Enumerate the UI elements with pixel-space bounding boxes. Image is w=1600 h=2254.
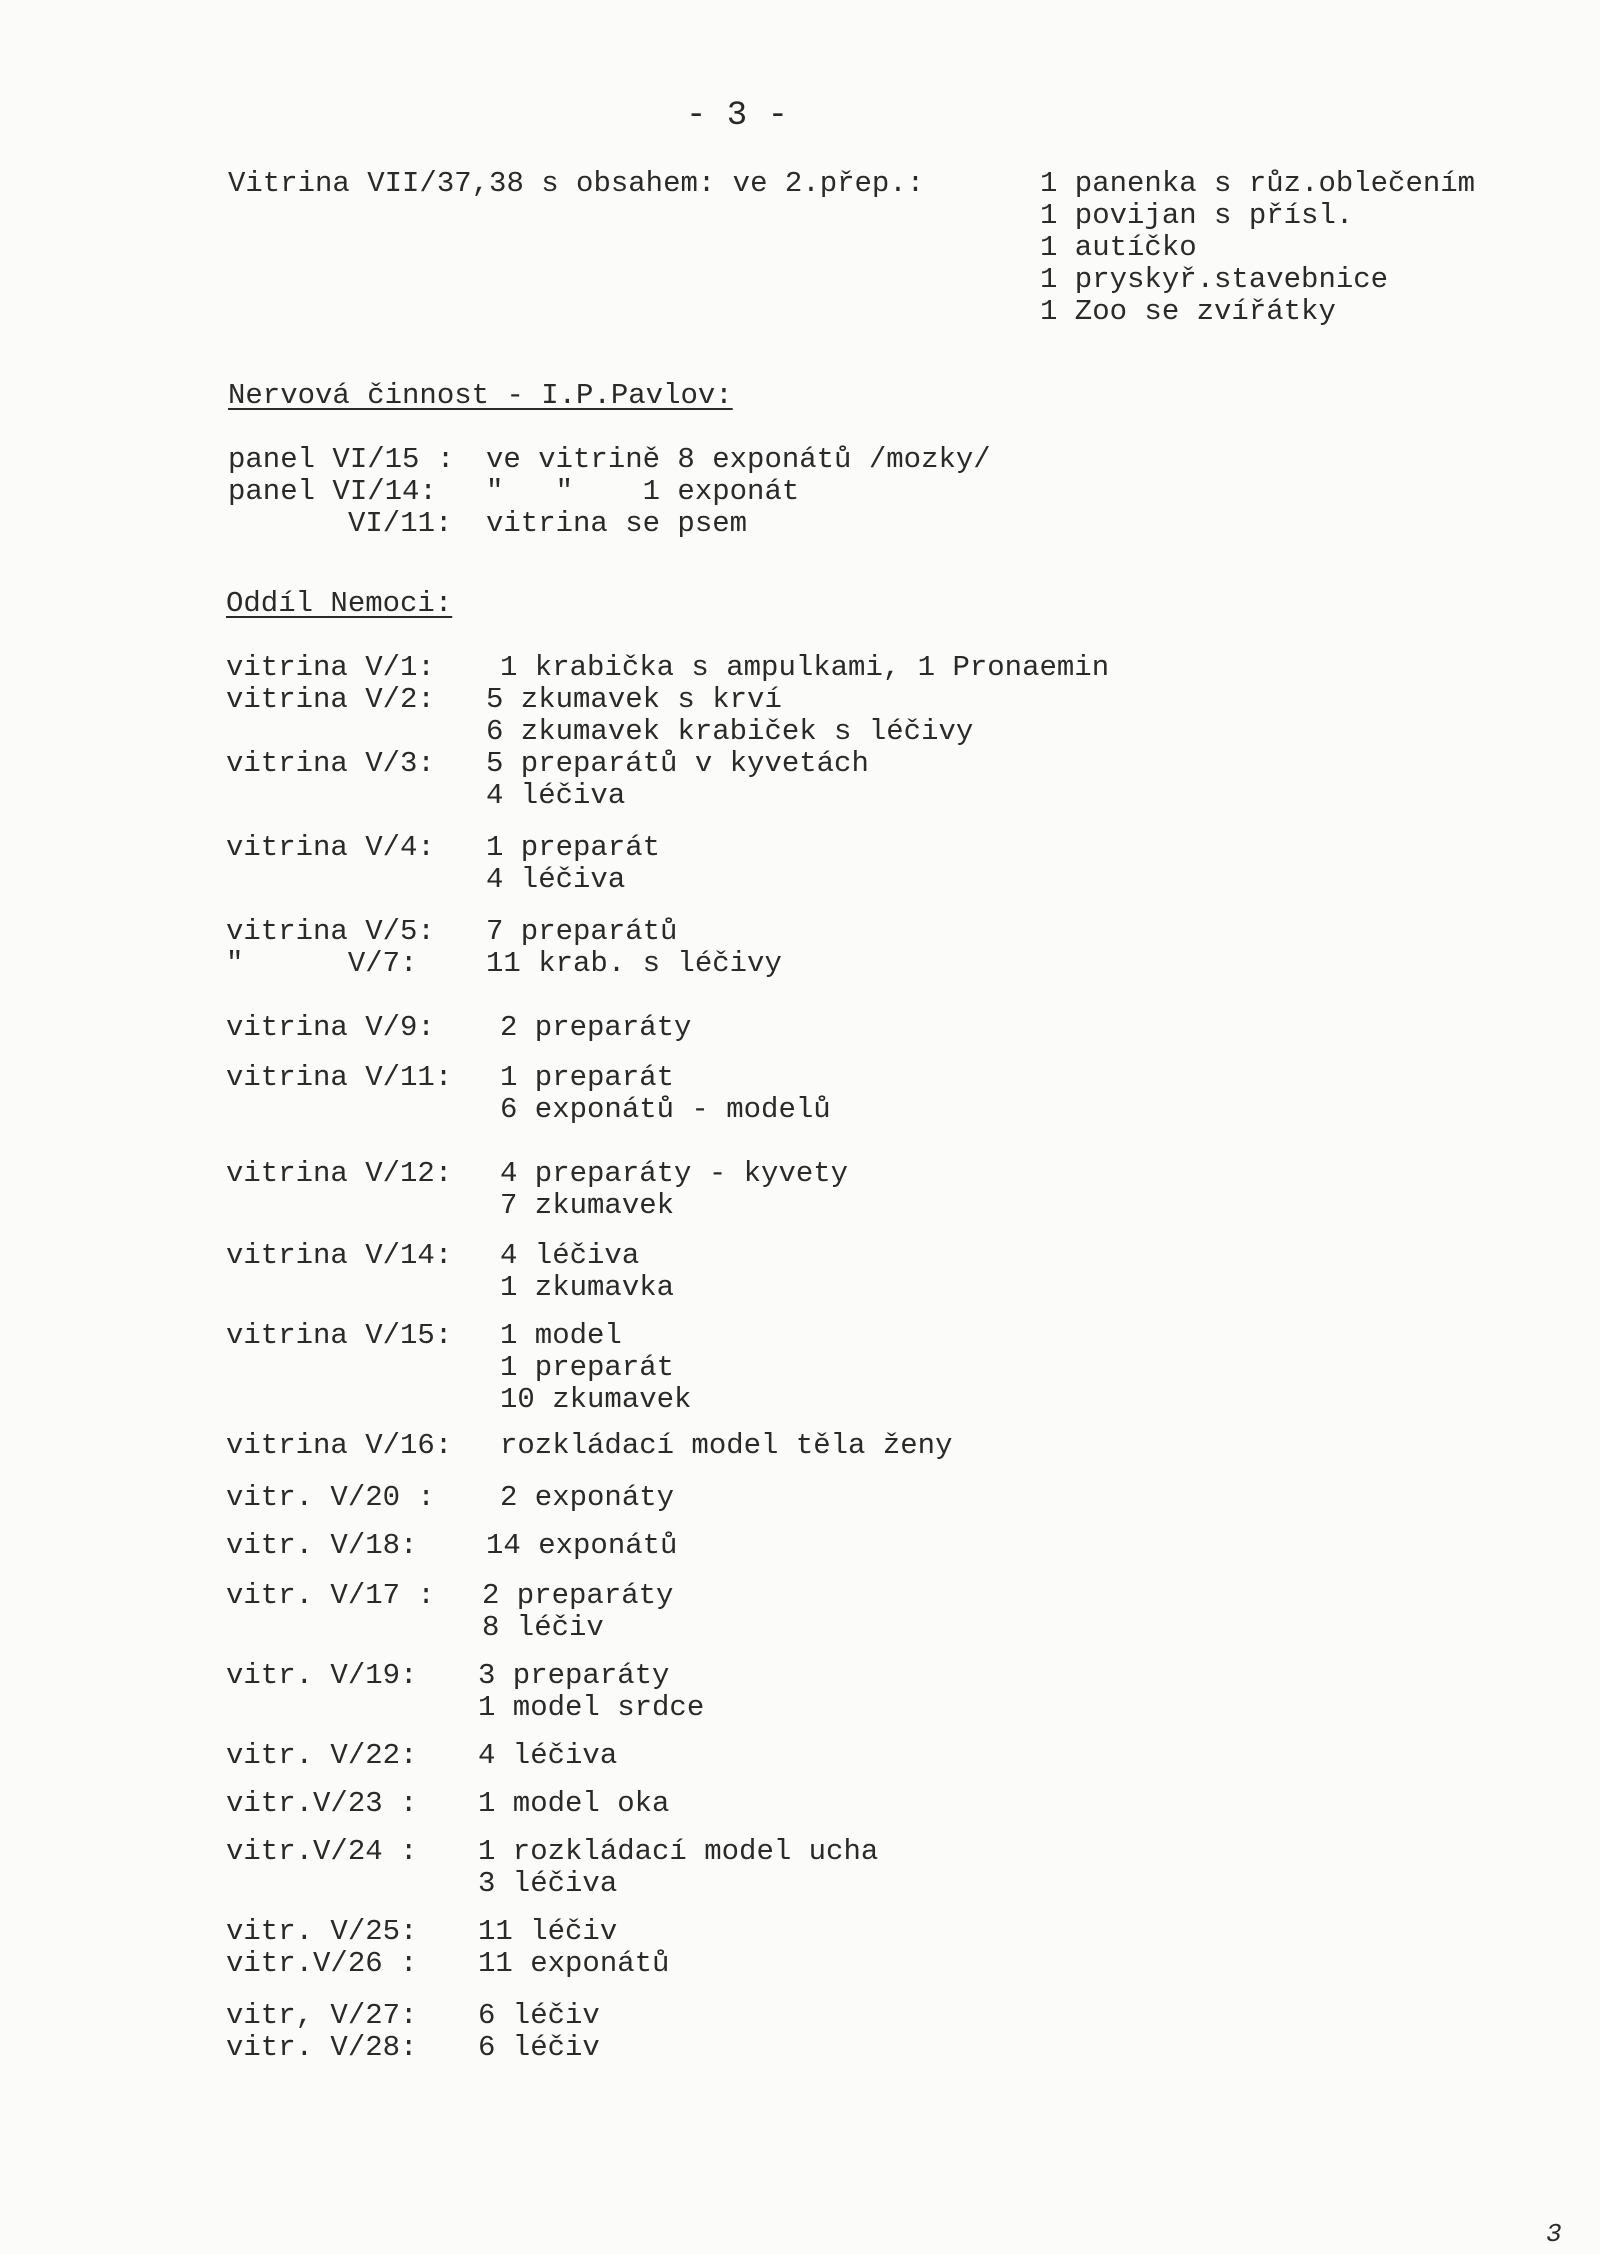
- showcase-label: vitr.V/26 :: [226, 1947, 418, 1980]
- showcase-item: 6 léčiv: [478, 2031, 600, 2064]
- showcase-item: 11 exponátů: [478, 1947, 670, 1980]
- showcase-item: 1 krabička s ampulkami, 1 Pronaemin: [500, 651, 1110, 684]
- showcase-label: vitr. V/20 :: [226, 1481, 435, 1514]
- showcase-label: vitr. V/22:: [226, 1739, 418, 1772]
- showcase-label: vitrina V/16:: [226, 1429, 453, 1462]
- toys-item: 1 pryskyř.stavebnice: [1040, 263, 1389, 296]
- showcase-item: 11 léčiv: [478, 1915, 618, 1948]
- showcase-label: vitr. V/18:: [226, 1529, 418, 1562]
- showcase-label: vitr. V/25:: [226, 1915, 418, 1948]
- showcase-label: vitrina V/4:: [226, 831, 435, 864]
- showcase-item: 7 preparátů: [486, 915, 678, 948]
- showcase-item: 6 exponátů - modelů: [500, 1093, 831, 1126]
- showcase-item: 6 zkumavek krabiček s léčivy: [486, 715, 974, 748]
- showcase-label: vitrina V/3:: [226, 747, 435, 780]
- showcase-label: vitr, V/27:: [226, 1999, 418, 2032]
- nervous-row-label: panel VI/14:: [228, 475, 437, 508]
- nervous-row-label: panel VI/15 :: [228, 443, 455, 476]
- showcase-item: 7 zkumavek: [500, 1189, 675, 1222]
- nervous-row-value: ve vitrině 8 exponátů /mozky/: [486, 443, 991, 476]
- showcase-label: vitrina V/2:: [226, 683, 435, 716]
- toys-item: 1 povijan s přísl.: [1040, 199, 1354, 232]
- showcase-label: vitrina V/9:: [226, 1011, 435, 1044]
- nervous-row-label: VI/11:: [348, 507, 453, 540]
- showcase-item: 3 léčiva: [478, 1867, 618, 1900]
- showcase-item: 4 léčiva: [500, 1239, 640, 1272]
- showcase-label: vitrina V/5:: [226, 915, 435, 948]
- toys-item: 1 Zoo se zvířátky: [1040, 295, 1336, 328]
- nervous-row-value: " " 1 exponát: [486, 475, 800, 508]
- showcase-item: 4 léčiva: [478, 1739, 618, 1772]
- showcase-item: 1 model srdce: [478, 1691, 705, 1724]
- showcase-item: 10 zkumavek: [500, 1383, 692, 1416]
- corner-page-mark: 3: [1546, 2219, 1562, 2249]
- showcase-item: 1 model oka: [478, 1787, 670, 1820]
- showcase-item: 4 léčiva: [486, 863, 626, 896]
- showcase-item: 1 rozkládací model ucha: [478, 1835, 879, 1868]
- showcase-item: 1 model: [500, 1319, 622, 1352]
- showcase-item: 2 preparáty: [500, 1011, 692, 1044]
- page-number: - 3 -: [686, 97, 789, 135]
- showcase-label: vitrina V/11:: [226, 1061, 453, 1094]
- showcase-item: 1 zkumavka: [500, 1271, 675, 1304]
- showcase-item: 14 exponátů: [486, 1529, 678, 1562]
- showcase-label: vitrina V/14:: [226, 1239, 453, 1272]
- toys-item: 1 autíčko: [1040, 231, 1197, 264]
- showcase-label: vitr. V/17 :: [226, 1579, 435, 1612]
- showcase-item: 11 krab. s léčivy: [486, 947, 782, 980]
- showcase-item: rozkládací model těla ženy: [500, 1429, 953, 1462]
- showcase-item: 2 exponáty: [500, 1481, 675, 1514]
- showcase-label: vitr.V/24 :: [226, 1835, 418, 1868]
- showcase-item: 1 preparát: [486, 831, 661, 864]
- showcase-item: 1 preparát: [500, 1061, 675, 1094]
- toys-item: 1 panenka s růz.oblečením: [1040, 167, 1476, 200]
- showcase-item: 1 preparát: [500, 1351, 675, 1384]
- showcase-label: vitrina V/1:: [226, 651, 435, 684]
- showcase-label: vitrina V/15:: [226, 1319, 453, 1352]
- showcase-item: 8 léčiv: [482, 1611, 604, 1644]
- diseases-heading: Oddíl Nemoci:: [226, 587, 453, 620]
- showcase-item: 6 léčiv: [478, 1999, 600, 2032]
- nervous-heading: Nervová činnost - I.P.Pavlov:: [228, 379, 733, 412]
- showcase-label: vitr. V/19:: [226, 1659, 418, 1692]
- showcase-item: 4 léčiva: [486, 779, 626, 812]
- showcase-label: vitr. V/28:: [226, 2031, 418, 2064]
- showcase-item: 3 preparáty: [478, 1659, 670, 1692]
- toys-label: Vitrina VII/37,38 s obsahem: ve 2.přep.:: [228, 167, 925, 200]
- showcase-item: 5 preparátů v kyvetách: [486, 747, 869, 780]
- nervous-row-value: vitrina se psem: [486, 507, 748, 540]
- showcase-item: 5 zkumavek s krví: [486, 683, 782, 716]
- showcase-item: 4 preparáty - kyvety: [500, 1157, 849, 1190]
- showcase-label: " V/7:: [226, 947, 418, 980]
- showcase-item: 2 preparáty: [482, 1579, 674, 1612]
- showcase-label: vitrina V/12:: [226, 1157, 453, 1190]
- showcase-label: vitr.V/23 :: [226, 1787, 418, 1820]
